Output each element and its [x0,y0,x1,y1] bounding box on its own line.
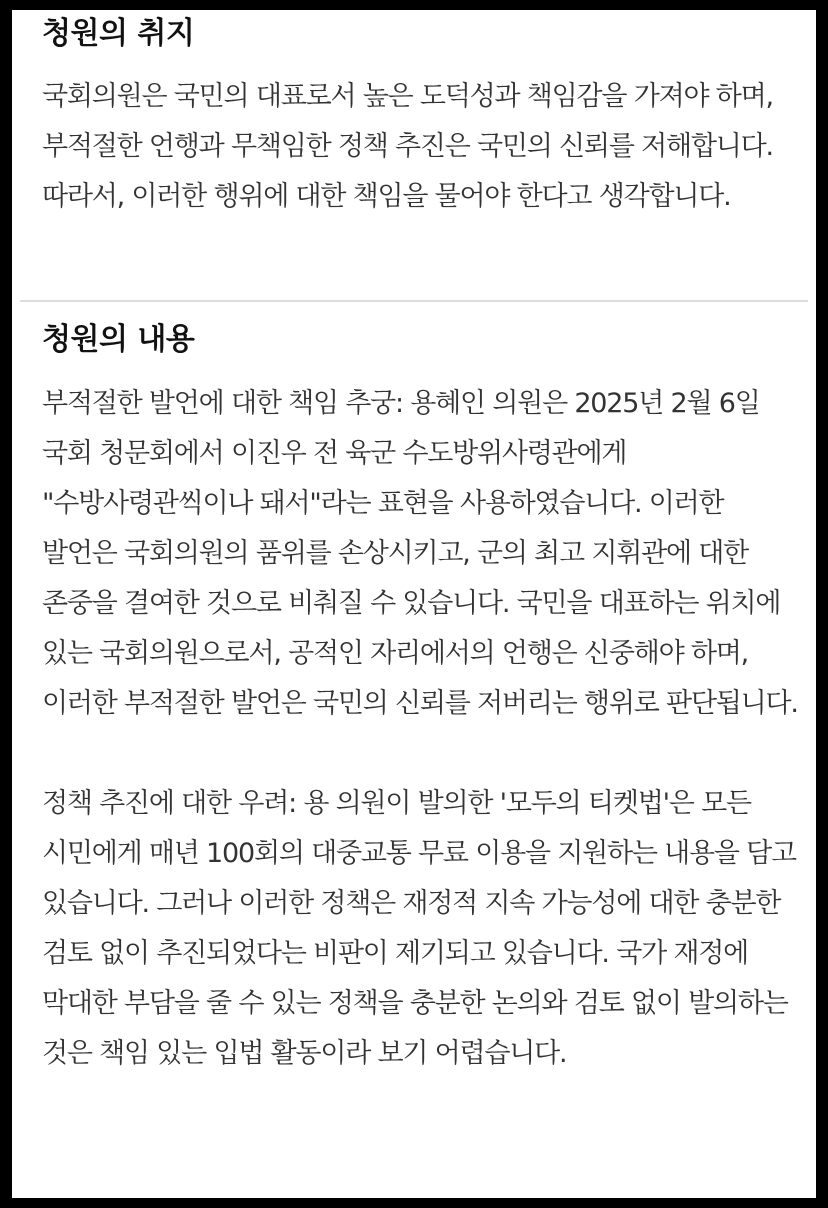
section-title-purpose: 청원의 취지 [42,16,195,51]
purpose-paragraph: 국회의원은 국민의 대표로서 높은 도덕성과 책임감을 가져야 하며, 부적절한 언행과 무책임한 정책 추진은 국민의 신뢰를 저해합니다. 따라서, 이러한 행위에 대한 책임을 물어야 한다고 생각합니다. [42,81,773,212]
content-paragraph-policy: 정책 추진에 대한 우려: 용 의원이 발의한 '모두의 티켓법'은 모든 시민에게 매년 100회의 대중교통 무료 이용을 지원하는 내용을 담고 있습니다. 그러나 이러한 정책은 재정적 지속 가능성에 대한 충분한 검토 없이 추진되었다는 비판이 제기되고 있습니다. 국가 재정에 막대한 부담을 줄 수 있는 정책을 충분한 논의와 검토 없이 발의하는 것은 책임 있는 입법 활동이라 보기 어렵습니다. [42,788,796,1069]
petition-content-section [42,322,802,1079]
section-title-content: 청원의 내용 [42,322,195,357]
content-paragraph-remarks: 부적절한 발언에 대한 책임 추궁: 용혜인 의원은 2025년 2월 6일 국회 청문회에서 이진우 전 육군 수도방위사령관에게 "수방사령관씩이나 돼서"라는 표현을 사용하였습니다. 이러한 발언은 국회의원의 품위를 손상시키고, 군의 최고 지휘관에 대한 존중을 결여한 것으로 비춰질 수 있습니다. 국민을 대표하는 위치에 있는 국회의원으로서, 공적인 자리에서의 언행은 신중해야 하며, 이러한 부적절한 발언은 국민의 신뢰를 저버리는 행위로 판단됩니다. [42,388,798,719]
section-divider [20,300,808,302]
petition-purpose-section [42,16,802,222]
petition-document [12,10,816,1198]
